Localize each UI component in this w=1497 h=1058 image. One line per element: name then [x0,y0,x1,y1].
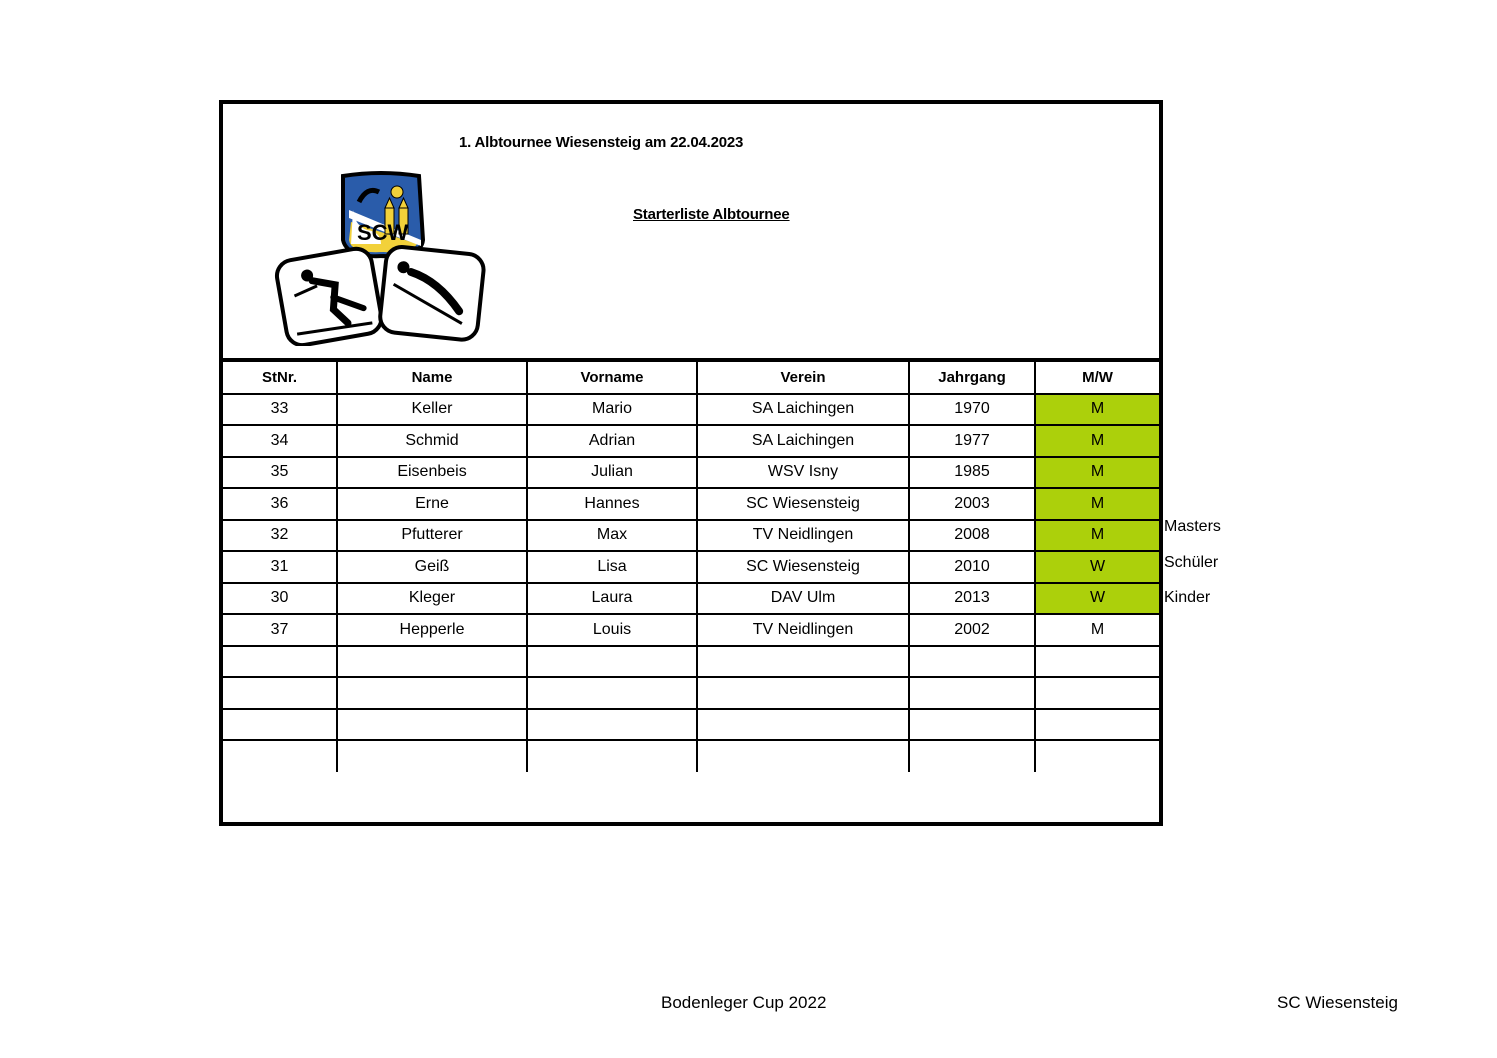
empty-cell [909,709,1035,741]
cell-jahrgang: 2002 [909,614,1035,646]
empty-table-row [223,677,1159,709]
empty-cell [337,709,527,741]
table-row [223,614,1159,646]
cell-jahrgang: 2013 [909,583,1035,615]
cell-name: Pfutterer [337,520,527,552]
cell-mw: M [1035,425,1159,457]
empty-cell [337,646,527,678]
col-header-stnr: StNr. [223,362,337,394]
side-label-kinder: Kinder [1164,589,1211,606]
ski-jumper-icon [379,245,485,341]
cell-mw: W [1035,551,1159,583]
cell-vorname: Max [527,520,697,552]
cell-name: Eisenbeis [337,457,527,489]
cell-verein: TV Neidlingen [697,614,909,646]
empty-cell [697,677,909,709]
cell-stnr: 37 [223,614,337,646]
table-row [223,425,1159,457]
cell-verein: SC Wiesensteig [697,551,909,583]
cell-vorname: Adrian [527,425,697,457]
cell-mw: M [1035,520,1159,552]
cell-stnr: 32 [223,520,337,552]
empty-cell [527,709,697,741]
empty-cell [697,709,909,741]
empty-cell [337,677,527,709]
empty-cell [1035,677,1159,709]
sheet-header [223,104,1159,362]
empty-cell [223,646,337,678]
col-header-mw: M/W [1035,362,1159,394]
side-label-masters: Masters [1164,518,1221,535]
cell-vorname: Laura [527,583,697,615]
cell-jahrgang: 1985 [909,457,1035,489]
empty-cell [337,740,527,772]
empty-table-row [223,709,1159,741]
empty-cell [1035,740,1159,772]
cell-vorname: Lisa [527,551,697,583]
cell-name: Geiß [337,551,527,583]
list-subtitle: Starterliste Albtournee [633,206,790,223]
empty-cell [909,646,1035,678]
cell-verein: SC Wiesensteig [697,488,909,520]
event-title: 1. Albtournee Wiesensteig am 22.04.2023 [459,134,744,151]
cell-name: Erne [337,488,527,520]
crest-letters: SCW [357,220,409,245]
empty-cell [223,709,337,741]
side-label-schueler: Schüler [1164,554,1219,571]
cell-name: Schmid [337,425,527,457]
cell-name: Keller [337,394,527,426]
table-row [223,551,1159,583]
table-header-row [223,362,1159,394]
table-row [223,520,1159,552]
empty-cell [223,677,337,709]
col-header-verein: Verein [697,362,909,394]
table-row [223,583,1159,615]
cell-name: Kleger [337,583,527,615]
cell-mw: M [1035,457,1159,489]
cell-jahrgang: 1977 [909,425,1035,457]
empty-cell [697,740,909,772]
col-header-name: Name [337,362,527,394]
table-row [223,457,1159,489]
empty-cell [527,677,697,709]
cell-mw: W [1035,583,1159,615]
cell-vorname: Hannes [527,488,697,520]
empty-cell [909,677,1035,709]
empty-cell [527,646,697,678]
starter-table [223,362,1159,772]
empty-cell [1035,709,1159,741]
cell-stnr: 33 [223,394,337,426]
empty-table-row [223,740,1159,772]
cell-stnr: 34 [223,425,337,457]
empty-cell [527,740,697,772]
cell-jahrgang: 1970 [909,394,1035,426]
col-header-vorname: Vorname [527,362,697,394]
cell-verein: WSV Isny [697,457,909,489]
cell-mw: M [1035,488,1159,520]
col-header-jahrgang: Jahrgang [909,362,1035,394]
cell-vorname: Mario [527,394,697,426]
empty-cell [697,646,909,678]
footer-club-name: SC Wiesensteig [1277,993,1398,1012]
cell-stnr: 36 [223,488,337,520]
cell-verein: TV Neidlingen [697,520,909,552]
cell-vorname: Julian [527,457,697,489]
cell-stnr: 30 [223,583,337,615]
table-row [223,488,1159,520]
empty-cell [223,740,337,772]
cell-name: Hepperle [337,614,527,646]
empty-table-row [223,646,1159,678]
cell-stnr: 31 [223,551,337,583]
cell-stnr: 35 [223,457,337,489]
table-row [223,394,1159,426]
club-logo [271,170,487,346]
cell-mw: M [1035,394,1159,426]
empty-cell [909,740,1035,772]
empty-cell [1035,646,1159,678]
cell-jahrgang: 2008 [909,520,1035,552]
crest-shield-icon [343,173,423,256]
cross-country-skier-icon [274,246,383,346]
cell-mw: M [1035,614,1159,646]
cell-vorname: Louis [527,614,697,646]
cell-jahrgang: 2010 [909,551,1035,583]
footer-cup-name: Bodenleger Cup 2022 [661,993,827,1012]
cell-verein: DAV Ulm [697,583,909,615]
cell-verein: SA Laichingen [697,394,909,426]
cell-verein: SA Laichingen [697,425,909,457]
starter-list-sheet [219,100,1163,826]
cell-jahrgang: 2003 [909,488,1035,520]
